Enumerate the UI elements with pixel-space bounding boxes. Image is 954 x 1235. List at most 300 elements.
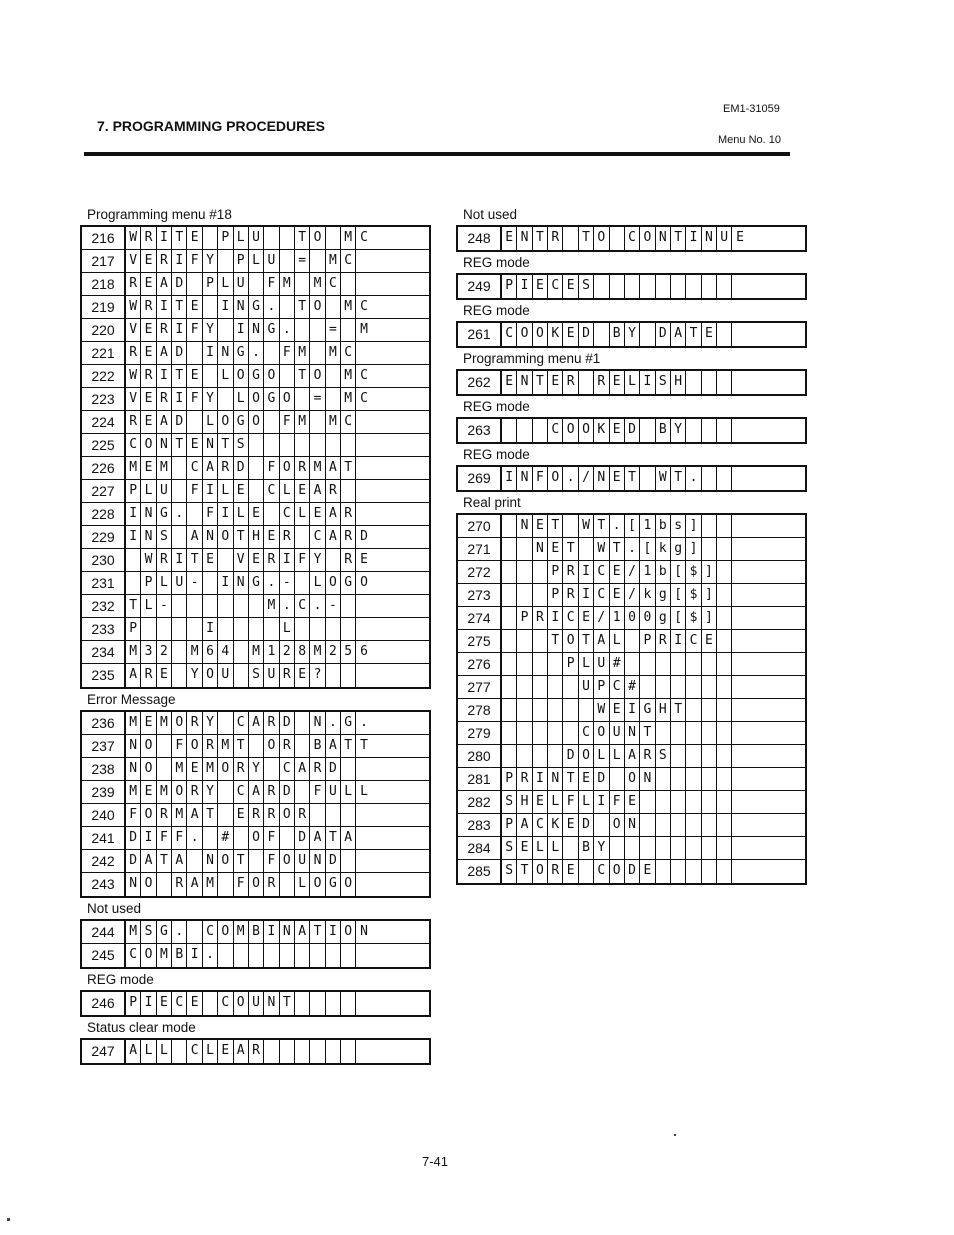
character-cell: . (610, 515, 625, 537)
character-cell: L (548, 837, 563, 859)
character-cell: A (310, 480, 325, 502)
character-cells (126, 319, 429, 341)
character-cell: E (249, 503, 264, 525)
character-cells (126, 434, 429, 456)
character-cell (686, 814, 701, 836)
character-cell: E (141, 411, 156, 433)
message-number: 247 (82, 1040, 126, 1063)
character-cell: k (640, 584, 655, 606)
character-cell (126, 549, 141, 571)
message-row (82, 572, 429, 595)
message-number: 220 (82, 319, 126, 341)
character-cell: D (172, 411, 187, 433)
character-cell: F (203, 503, 218, 525)
character-cell: 1 (640, 515, 655, 537)
character-cell: = (326, 319, 341, 341)
character-cell (280, 434, 295, 456)
character-cell: E (187, 227, 202, 249)
character-cell: O (187, 735, 202, 757)
character-cell: A (295, 758, 310, 780)
character-cell: A (310, 827, 325, 849)
character-cell: M (295, 342, 310, 364)
character-cell: C (625, 227, 640, 250)
character-cell: F (610, 791, 625, 813)
character-cell: 2 (280, 641, 295, 663)
character-cell (295, 526, 310, 548)
message-number: 222 (82, 365, 126, 387)
menu-number: Menu No. 10 (718, 134, 781, 146)
character-cell (717, 584, 732, 606)
character-cell: A (295, 921, 310, 943)
character-cell: G (341, 572, 356, 594)
character-cell (187, 342, 202, 364)
character-cell: M (341, 388, 356, 410)
message-number: 284 (458, 837, 502, 859)
message-number: 218 (82, 273, 126, 295)
character-cell: R (533, 607, 548, 629)
character-cell: . (264, 572, 279, 594)
character-cell: R (341, 503, 356, 525)
character-cell: C (579, 722, 594, 744)
character-cell (249, 618, 264, 640)
character-cell: E (610, 561, 625, 583)
character-cell (717, 607, 732, 629)
character-cell: . (172, 921, 187, 943)
character-cell: E (141, 457, 156, 479)
character-cell (502, 419, 517, 442)
character-cell (295, 273, 310, 295)
character-cell: N (218, 342, 233, 364)
character-cell (717, 791, 732, 813)
character-cell: O (218, 850, 233, 872)
character-cell: M (126, 457, 141, 479)
character-cell: C (341, 250, 356, 272)
character-cell (295, 781, 310, 803)
character-cell: I (126, 503, 141, 525)
character-cells (126, 735, 429, 757)
message-number: 226 (82, 457, 126, 479)
character-cell: O (141, 735, 156, 757)
character-cell: O (310, 365, 325, 387)
character-cell: L (610, 630, 625, 652)
character-cell (234, 664, 249, 687)
character-cell (640, 814, 655, 836)
character-cells (502, 699, 805, 721)
character-cell: R (295, 457, 310, 479)
character-cell: E (141, 273, 156, 295)
character-cell (356, 827, 371, 849)
message-row (458, 561, 805, 584)
character-cell: M (326, 411, 341, 433)
character-cell (702, 653, 717, 675)
character-cell: W (656, 467, 671, 490)
character-cells (126, 273, 429, 295)
character-cell: D (326, 758, 341, 780)
character-cell: E (702, 630, 717, 652)
message-row (82, 850, 429, 873)
character-cell: M (264, 595, 279, 617)
character-cell: 5 (341, 641, 356, 663)
character-cell: T (671, 467, 686, 490)
message-number: 224 (82, 411, 126, 433)
character-cell (671, 768, 686, 790)
character-cell: I (126, 526, 141, 548)
character-cell: ] (702, 607, 717, 629)
character-cell: M (341, 296, 356, 318)
message-row (82, 342, 429, 365)
character-cell (502, 722, 517, 744)
character-cell: . (280, 595, 295, 617)
character-cell: R (280, 735, 295, 757)
character-cell: O (203, 664, 218, 687)
character-cell (732, 722, 747, 744)
character-cell (264, 1040, 279, 1063)
character-cell (702, 467, 717, 490)
character-cells (502, 467, 805, 490)
character-cell (640, 419, 655, 442)
message-row (82, 227, 429, 250)
character-cell (218, 873, 233, 896)
character-cell: U (326, 781, 341, 803)
character-cell: R (141, 664, 156, 687)
character-cell (594, 323, 609, 346)
character-cell: T (563, 768, 578, 790)
character-cell: / (625, 561, 640, 583)
character-cell: C (548, 275, 563, 298)
character-cell: G (264, 319, 279, 341)
character-cell: 8 (295, 641, 310, 663)
character-cell: R (141, 296, 156, 318)
character-cell (686, 768, 701, 790)
left-message-column (80, 207, 431, 1068)
message-row (458, 371, 805, 394)
character-cell (594, 275, 609, 298)
character-cell (686, 837, 701, 859)
character-cell (717, 676, 732, 698)
character-cell: N (203, 850, 218, 872)
character-cell: M (360, 322, 368, 337)
character-cell: $ (686, 561, 701, 583)
message-number: 281 (458, 768, 502, 790)
character-cell: E (625, 791, 640, 813)
character-cell: [ (671, 561, 686, 583)
character-cell: M (172, 758, 187, 780)
character-cell (686, 419, 701, 442)
character-cell: C (360, 391, 368, 406)
character-cell (218, 944, 233, 967)
character-cell: K (548, 814, 563, 836)
character-cell (264, 618, 279, 640)
character-cell: E (533, 275, 548, 298)
character-cells (126, 296, 429, 318)
character-cell: D (625, 419, 640, 442)
message-number: 238 (82, 758, 126, 780)
character-cell: R (126, 411, 141, 433)
character-cell: g (671, 538, 686, 560)
character-cell: M (126, 921, 141, 943)
character-cell (172, 595, 187, 617)
character-cell (610, 227, 625, 250)
character-cell (341, 273, 356, 295)
character-cell: S (502, 860, 517, 883)
character-cell (640, 676, 655, 698)
character-cell: Y (203, 712, 218, 734)
character-cell (686, 653, 701, 675)
message-row (458, 699, 805, 722)
character-cell: N (533, 538, 548, 560)
character-cell: A (594, 630, 609, 652)
character-cell: U (264, 250, 279, 272)
character-cell (517, 419, 532, 442)
character-cell (656, 791, 671, 813)
character-cell (732, 467, 747, 490)
character-cell (717, 860, 732, 883)
character-cells (126, 457, 429, 479)
character-cell (656, 860, 671, 883)
character-cell: . (310, 595, 325, 617)
character-cell (732, 860, 747, 883)
character-cell: F (264, 273, 279, 295)
character-cell: A (187, 804, 202, 826)
character-cell: T (563, 538, 578, 560)
character-cell: N (548, 768, 563, 790)
character-cell: R (187, 712, 202, 734)
character-cells (126, 944, 429, 967)
character-cell: L (157, 1040, 172, 1063)
character-cell: B (172, 944, 187, 967)
character-cell (141, 618, 156, 640)
character-cell: M (203, 758, 218, 780)
character-cell: N (234, 572, 249, 594)
character-cell: U (172, 572, 187, 594)
character-cell: O (341, 921, 356, 943)
character-cells (126, 804, 429, 826)
message-row (82, 827, 429, 850)
message-row (82, 992, 429, 1015)
message-number: 232 (82, 595, 126, 617)
character-cell: G (157, 921, 172, 943)
character-cell (280, 227, 295, 249)
message-number: 261 (458, 323, 502, 346)
character-cell: 3 (141, 641, 156, 663)
character-cell (533, 419, 548, 442)
character-cell (249, 595, 264, 617)
character-cell: P (218, 227, 233, 249)
character-cell: S (141, 921, 156, 943)
character-cell (702, 699, 717, 721)
character-cell (187, 850, 202, 872)
character-cells (502, 837, 805, 859)
message-number: 271 (458, 538, 502, 560)
character-cell: T (157, 850, 172, 872)
character-cell: R (187, 781, 202, 803)
character-cell: M (280, 273, 295, 295)
character-cell: E (610, 699, 625, 721)
message-number: 282 (458, 791, 502, 813)
group-label: REG mode (463, 303, 530, 318)
character-cell (218, 319, 233, 341)
character-cell: [ (671, 607, 686, 629)
character-cell (732, 419, 747, 442)
character-cell: I (533, 768, 548, 790)
character-cell (732, 699, 747, 721)
character-cell: I (203, 480, 218, 502)
character-cell: I (625, 699, 640, 721)
character-cell: N (656, 227, 671, 250)
character-cell: A (126, 1040, 141, 1063)
character-cell: N (264, 992, 279, 1015)
character-cell: Y (310, 549, 325, 571)
character-cell (594, 814, 609, 836)
character-cell: R (310, 758, 325, 780)
character-cell: O (141, 944, 156, 967)
character-cell (187, 273, 202, 295)
group-label: Programming menu #1 (463, 351, 601, 366)
character-cell (717, 722, 732, 744)
character-cell (686, 722, 701, 744)
character-cell (732, 584, 747, 606)
character-cell (702, 768, 717, 790)
character-cell: T (234, 735, 249, 757)
character-cell: F (157, 827, 172, 849)
character-cell: W (126, 365, 141, 387)
character-cell: T (172, 365, 187, 387)
character-cell: Y (203, 388, 218, 410)
character-cell: A (249, 781, 264, 803)
message-row (82, 526, 429, 549)
character-cell: R (280, 526, 295, 548)
character-cell: R (563, 371, 578, 394)
character-cell: b (656, 561, 671, 583)
character-cells (502, 538, 805, 560)
character-cell: O (141, 873, 156, 896)
character-cell: I (579, 584, 594, 606)
character-cell (548, 722, 563, 744)
message-number: 225 (82, 434, 126, 456)
character-cell (310, 944, 325, 967)
character-cell: U (218, 664, 233, 687)
message-number: 277 (458, 676, 502, 698)
character-cell: E (141, 342, 156, 364)
group-label: Real print (463, 495, 521, 510)
character-cell: L (218, 273, 233, 295)
character-cell (310, 1040, 325, 1063)
character-cell: L (594, 745, 609, 767)
character-cell: I (579, 561, 594, 583)
character-cell: D (579, 814, 594, 836)
character-cell (732, 676, 747, 698)
character-cell (717, 630, 732, 652)
character-cell: M (126, 712, 141, 734)
message-row (82, 296, 429, 319)
character-cell: R (341, 526, 356, 548)
character-cell: U (234, 273, 249, 295)
character-cell: O (249, 388, 264, 410)
character-cell (579, 860, 594, 883)
character-cell: O (264, 365, 279, 387)
character-cell: O (640, 227, 655, 250)
character-cell: [ (671, 584, 686, 606)
message-row (458, 860, 805, 883)
message-number: 221 (82, 342, 126, 364)
character-cell: O (360, 575, 368, 590)
character-cell: E (640, 860, 655, 883)
character-cell (264, 411, 279, 433)
character-cell (717, 745, 732, 767)
character-cell: T (610, 538, 625, 560)
message-number: 234 (82, 641, 126, 663)
character-cell (187, 595, 202, 617)
character-cells (126, 712, 429, 734)
character-cell: R (594, 371, 609, 394)
character-cell (341, 992, 356, 1015)
character-cell: O (249, 873, 264, 896)
character-cell: ] (686, 515, 701, 537)
character-cell: I (671, 630, 686, 652)
character-cell (203, 296, 218, 318)
character-cell (717, 419, 732, 442)
character-cell (187, 618, 202, 640)
character-cell: T (548, 630, 563, 652)
character-cell (310, 319, 325, 341)
character-cell (264, 944, 279, 967)
group-label: REG mode (463, 255, 530, 270)
character-cell: E (502, 371, 517, 394)
character-cell: - (326, 595, 341, 617)
character-cell: 2 (157, 641, 172, 663)
character-cell: C (203, 921, 218, 943)
character-cell: I (686, 227, 701, 250)
message-number: 244 (82, 921, 126, 943)
character-cell: O (310, 227, 325, 249)
character-cell: U (579, 676, 594, 698)
character-cells (126, 1040, 429, 1063)
character-cell: . (249, 342, 264, 364)
character-cell (732, 768, 747, 790)
character-cell (702, 419, 717, 442)
message-number: 216 (82, 227, 126, 249)
character-cells (126, 921, 429, 943)
character-cell (310, 804, 325, 826)
character-cell: R (157, 804, 172, 826)
character-cell (702, 722, 717, 744)
character-cell (295, 735, 310, 757)
character-cell: P (126, 618, 141, 640)
character-cell (356, 503, 371, 525)
character-cell (517, 722, 532, 744)
character-cell: N (141, 503, 156, 525)
character-cell: P (563, 653, 578, 675)
character-cell: R (249, 804, 264, 826)
character-cell: N (702, 227, 717, 250)
character-cell (702, 515, 717, 537)
character-cell (563, 722, 578, 744)
message-table (80, 1038, 431, 1065)
character-cell (172, 664, 187, 687)
character-cell (732, 515, 747, 537)
message-row (458, 419, 805, 442)
character-cell (218, 549, 233, 571)
character-cell: g (656, 584, 671, 606)
character-cell: E (295, 480, 310, 502)
character-cell: C (234, 781, 249, 803)
character-cell (157, 618, 172, 640)
character-cell: U (264, 664, 279, 687)
character-cell: O (594, 722, 609, 744)
character-cell: A (126, 664, 141, 687)
message-row (82, 804, 429, 827)
character-cell: N (126, 873, 141, 896)
